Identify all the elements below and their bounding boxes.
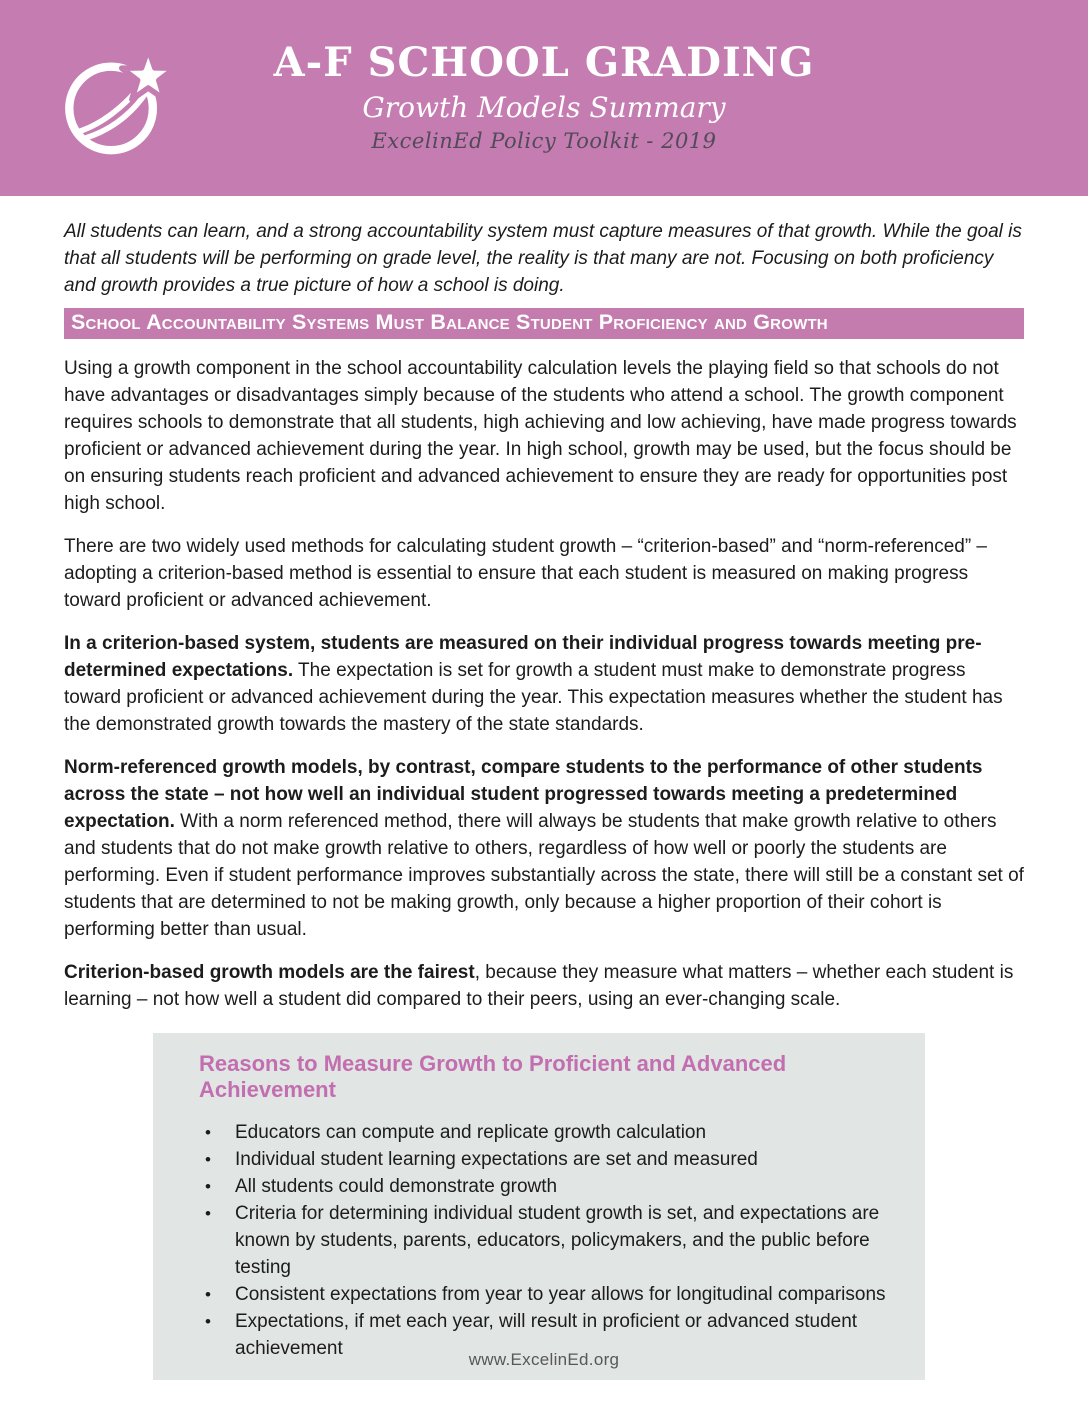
body-paragraph (64, 959, 1024, 1013)
reason-text: Individual student learning expectations are set and measured (235, 1149, 758, 1170)
body-paragraph (64, 754, 1024, 943)
body-paragraph (64, 630, 1024, 738)
reason-text: Educators can compute and replicate growth calculation (235, 1122, 707, 1143)
bullet-icon: • (205, 1312, 211, 1331)
toolkit-edition: ExcelinEd Policy Toolkit - 2019 (371, 129, 717, 153)
paragraph-bold-lead: Criterion-based growth models are the fairest (64, 962, 475, 983)
body-paragraph (64, 355, 1024, 517)
doc-subtitle: Growth Models Summary (362, 91, 726, 124)
bullet-icon: • (205, 1204, 211, 1223)
paragraph-bold-lead: In a criterion-based system, students are measured on their individual progress towards meeting pre-determined expectations. (64, 633, 982, 681)
paragraph-text: The expectation is set for growth a student must make to demonstrate progress toward proficient or advanced achievement during the year. This expectation measures whether the student has the demonstrated growth towards the mastery of the state standards. (64, 660, 1003, 735)
reasons-list-item (199, 1119, 895, 1146)
reasons-box (153, 1033, 925, 1380)
reason-text: Consistent expectations from year to year allows for longitudinal comparisons (235, 1284, 886, 1305)
reasons-list-item (199, 1281, 895, 1308)
section-header-label: School Accountability Systems Must Balance Student Proficiency and Growth (71, 310, 828, 334)
bullet-icon: • (205, 1150, 211, 1169)
reasons-list-item (199, 1200, 895, 1281)
paragraph-text: There are two widely used methods for calculating student growth – “criterion-based” and “norm-referenced” – adopting a criterion-based method is essential to ensure that each student is measured on making progress toward proficient or advanced achievement. (64, 536, 988, 611)
page-footer (0, 1350, 1088, 1370)
bullet-icon: • (205, 1177, 211, 1196)
intro-paragraph: All students can learn, and a strong accountability system must capture measures of that growth. While the goal is that all students will be performing on grade level, the reality is that many are not. Focusing on both proficiency and growth provides a true picture of how a school is doing. (64, 221, 1022, 296)
paragraph-text: Using a growth component in the school accountability calculation levels the playing field so that schools do not have advantages or disadvantages simply because of the students who attend a school. The growth component requires schools to demonstrate that all students, high achieving and low achieving, have made progress towards proficient or advanced achievement during the year. In high school, growth may be used, but the focus should be on ensuring students reach proficient and advanced achievement to ensure they are ready for opportunities post high school. (64, 358, 1017, 514)
footer-url[interactable]: www.ExcelinEd.org (468, 1350, 620, 1369)
paragraph-bold-lead: Norm-referenced growth models, by contrast, compare students to the performance of other students across the state – not how well an individual student progressed towards meeting a predetermined expectation. (64, 757, 983, 832)
reasons-list-item (199, 1146, 895, 1173)
page-content (0, 218, 1088, 1380)
reasons-list (199, 1119, 895, 1362)
bullet-icon: • (205, 1285, 211, 1304)
reason-text: All students could demonstrate growth (235, 1176, 558, 1197)
reason-text: Expectations, if met each year, will result in proficient or advanced student achievement (235, 1311, 858, 1359)
bullet-icon: • (205, 1123, 211, 1142)
body-paragraph (64, 533, 1024, 614)
doc-title: A-F SCHOOL GRADING (273, 39, 815, 86)
paragraph-text: With a norm referenced method, there will always be students that make growth relative to others and students that do not make growth relative to others, regardless of how well or poorly the students are performing. Even if student performance improves substantially across the state, there will still be a constant set of students that are determined to not be making growth, only because a higher proportion of their cohort is performing better than usual. (64, 811, 1024, 940)
reasons-list-item (199, 1173, 895, 1200)
reason-text: Criteria for determining individual student growth is set, and expectations are known by students, parents, educators, policymakers, and the public before testing (235, 1203, 880, 1278)
paragraph-text: , because they measure what matters – whether each student is learning – not how well a student did compared to their peers, using an ever-changing scale. (64, 962, 1014, 1010)
reasons-box-title: Reasons to Measure Growth to Proficient and Advanced Achievement (199, 1051, 787, 1102)
section-header-bar (64, 308, 1024, 339)
page-header (0, 0, 1088, 196)
